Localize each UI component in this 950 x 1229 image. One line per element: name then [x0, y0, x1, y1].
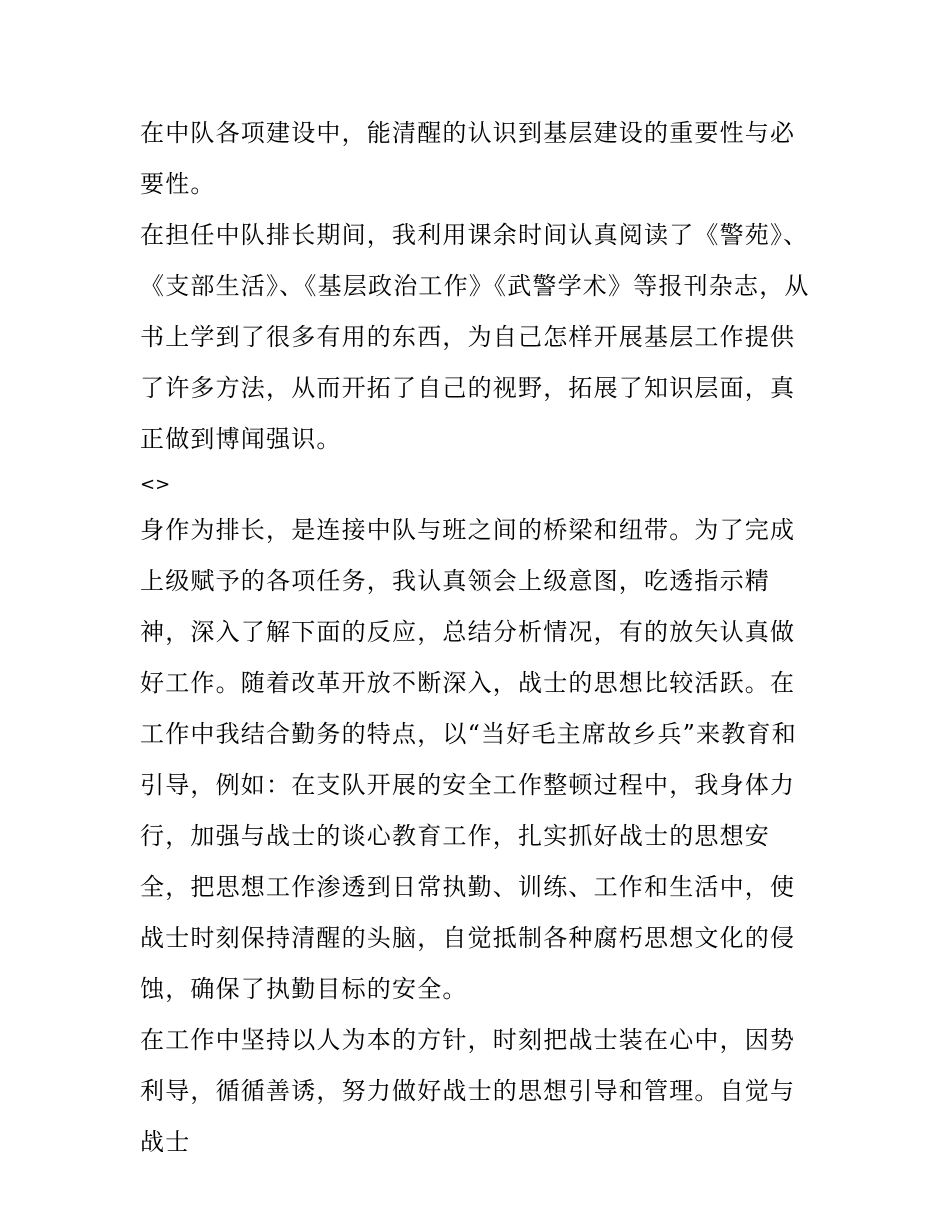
paragraph-reading: 在担任中队排长期间，我利用课余时间认真阅读了《警苑》、《支部生活》、《基层政治工作》《武警学术》等报刊杂志，从书上学到了很多有用的东西，为自己怎样开展基层工作提供了许多方法，从而开拓了自己的视野，拓展了知识层面，真正做到博闻强识。	[140, 221, 810, 453]
paragraph-people-oriented: 在工作中坚持以人为本的方针，时刻把战士装在心中，因势利导，循循善诱，努力做好战士的思想引导和管理。自觉与战士	[140, 1026, 796, 1156]
paragraph-basic-construction: 在中队各项建设中，能清醒的认识到基层建设的重要性与必要性。	[140, 119, 796, 198]
paragraph-platoon-leader: 身作为排长，是连接中队与班之间的桥梁和纽带。为了完成上级赋予的各项任务，我认真领会上级意图，吃透指示精神，深入了解下面的反应，总结分析情况，有的放矢认真做好工作。随着改革开放不断深入，战士的思想比较活跃。在工作中我结合勤务的特点，以“当好毛主席故乡兵”来教育和引导，例如：在支队开展的安全工作整顿过程中，我身体力行，加强与战士的谈心教育工作，扎实抓好战士的思想安全，把思想工作渗透到日常执勤、训练、工作和生活中，使战士时刻保持清醒的头脑，自觉抵制各种腐朽思想文化的侵蚀，确保了执勤目标的安全。	[140, 516, 797, 1003]
document-body	[140, 108, 820, 1168]
section-marker: <>	[140, 474, 171, 495]
